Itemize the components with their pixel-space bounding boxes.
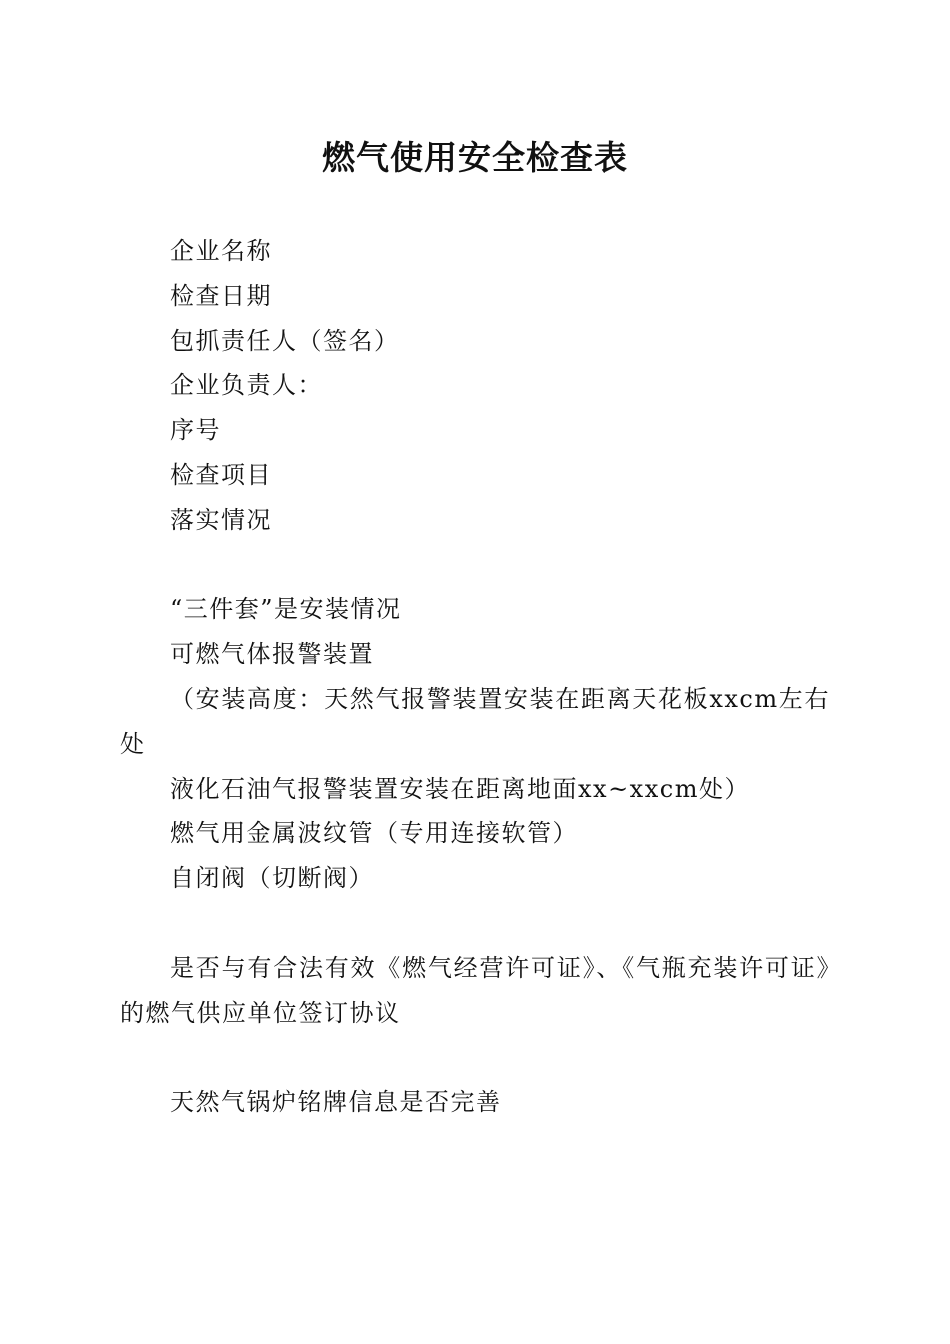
document-title: 燃气使用安全检查表 bbox=[322, 138, 628, 177]
install-height-lpg-note: 液化石油气报警装置安装在距离地面xx~xxcm处） bbox=[170, 774, 750, 803]
supplier-agreement-item: 是否与有合法有效《燃气经营许可证》、《气瓶充装许可证》的燃气供应单位签订协议 bbox=[120, 953, 830, 1027]
implementation-status-heading: 落实情况 bbox=[170, 505, 272, 534]
company-name-label: 企业名称 bbox=[170, 237, 272, 265]
blank-line bbox=[120, 1035, 830, 1080]
responsible-person-sign-label: 包抓责任人（签名） bbox=[170, 326, 400, 355]
self-closing-valve-item: 自闭阀（切断阀） bbox=[170, 864, 374, 893]
blank-line bbox=[120, 901, 830, 946]
three-piece-set-item: “三件套”是安装情况 bbox=[170, 595, 402, 624]
inspection-item-heading: 检查项目 bbox=[170, 460, 272, 489]
gas-alarm-device-item: 可燃气体报警装置 bbox=[170, 640, 374, 669]
company-leader-label: 企业负责人： bbox=[170, 371, 323, 400]
install-height-natural-gas-note: （安装高度：天然气报警装置安装在距离天花板xxcm左右处 bbox=[120, 684, 830, 758]
boiler-nameplate-item: 天然气锅炉铭牌信息是否完善 bbox=[170, 1088, 502, 1117]
document-body bbox=[120, 229, 830, 1125]
serial-number-heading: 序号 bbox=[170, 416, 221, 445]
inspection-date-label: 检查日期 bbox=[170, 281, 272, 310]
metal-corrugated-pipe-item: 燃气用金属波纹管（专用连接软管） bbox=[170, 819, 578, 848]
blank-line bbox=[120, 543, 830, 588]
